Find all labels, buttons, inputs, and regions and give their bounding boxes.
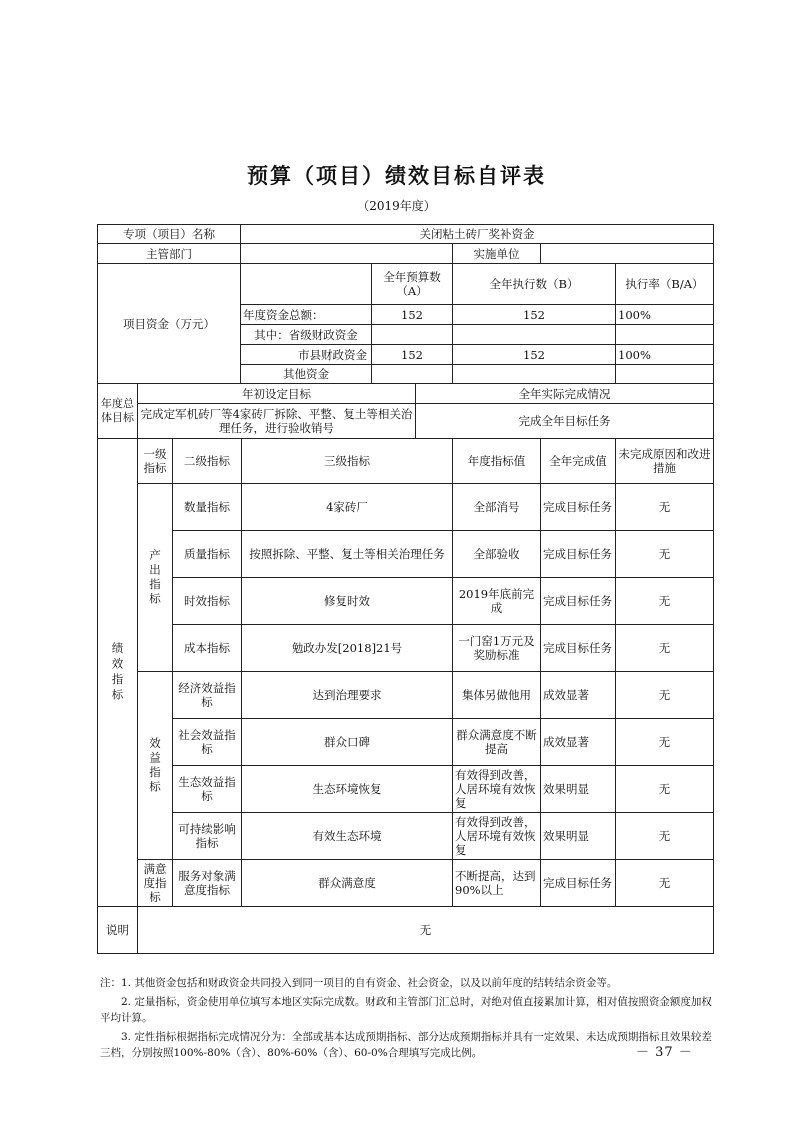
row-reason: 无 — [615, 671, 714, 719]
row-level2: 服务对象满意度指标 — [172, 859, 242, 907]
other-exec — [452, 364, 616, 384]
row-reason: 无 — [615, 718, 714, 766]
page-number: － 37 － — [636, 1045, 693, 1060]
row-done: 完成目标任务 — [540, 577, 616, 625]
row-done: 效果明显 — [540, 812, 616, 860]
dept-label: 主管部门 — [97, 243, 241, 264]
row-reason: 无 — [615, 624, 714, 672]
footnotes — [100, 975, 715, 1064]
funds-label: 项目资金（万元） — [97, 263, 241, 384]
row-done: 完成目标任务 — [540, 859, 616, 907]
city-exec: 152 — [452, 344, 616, 365]
project-name-label: 专项（项目）名称 — [97, 224, 241, 244]
annual-goal-section: 年度总体目标 — [97, 383, 138, 439]
row-done: 效果明显 — [540, 765, 616, 813]
row-level3: 按照拆除、平整、复土等相关治理任务 — [241, 530, 453, 578]
row-target: 集体另做他用 — [452, 671, 541, 719]
row-level2: 数量指标 — [172, 483, 242, 531]
remark-label: 说明 — [97, 906, 138, 954]
group-satisfaction: 满意度指标 — [137, 859, 173, 907]
footnote-1: 注：1. 其他资金包括和财政资金共同投入到同一项目的自有资金、社会资金，以及以前年度的结转结余资金等。 — [100, 977, 618, 989]
row-level2: 成本指标 — [172, 624, 242, 672]
row-reason: 无 — [615, 530, 714, 578]
col-level1: 一级指标 — [137, 438, 173, 484]
row-reason: 无 — [615, 765, 714, 813]
footnote-3: 3. 定性指标根据指标完成情况分为：全部或基本达成预期指标、部分达成预期指标并具有一定效果、未达成预期指标且效果较差三档，分别按照100%-80%（含）、80%-60%（含）、60-0%合理填写完成比例。 — [100, 1031, 712, 1059]
col-reason: 未完成原因和改进措施 — [615, 438, 714, 484]
project-name-value: 关闭粘土砖厂奖补资金 — [240, 224, 714, 244]
prov-rate — [615, 324, 714, 345]
footnote-2: 2. 定量指标，资金使用单位填写本地区实际完成数。财政和主管部门汇总时，对绝对值直接累加计算，相对值按照资金额度加权平均计算。 — [100, 996, 712, 1024]
row-target: 一门窑1万元及奖励标准 — [452, 624, 541, 672]
row-done: 完成目标任务 — [540, 483, 616, 531]
col-level3: 三级指标 — [241, 438, 453, 484]
row-level3: 群众满意度 — [241, 859, 453, 907]
total-funds-label: 年度资金总额： — [240, 304, 372, 325]
group-benefit: 效益指标 — [137, 671, 173, 860]
row-level3: 4家砖厂 — [241, 483, 453, 531]
row-reason: 无 — [615, 812, 714, 860]
prov-funds-label: 其中：省级财政资金 — [240, 324, 372, 345]
row-target: 不断提高，达到90%以上 — [452, 859, 541, 907]
row-level2: 社会效益指标 — [172, 718, 242, 766]
other-funds-label: 其他资金 — [240, 364, 372, 384]
row-done: 完成目标任务 — [540, 530, 616, 578]
row-level3: 勉政办发[2018]21号 — [241, 624, 453, 672]
goal-set-text: 完成定军机砖厂等4家砖厂拆除、平整、复土等相关治理任务，进行验收销号 — [137, 403, 416, 439]
row-done: 完成目标任务 — [540, 624, 616, 672]
row-level2: 质量指标 — [172, 530, 242, 578]
total-exec: 152 — [452, 304, 616, 325]
col-level2: 二级指标 — [172, 438, 242, 484]
row-reason: 无 — [615, 859, 714, 907]
dept-value — [240, 243, 453, 264]
impl-unit-value — [540, 243, 714, 264]
row-level2: 时效指标 — [172, 577, 242, 625]
city-funds-label: 市县财政资金 — [240, 344, 372, 365]
row-level2: 生态效益指标 — [172, 765, 242, 813]
goal-set-header: 年初设定目标 — [137, 383, 416, 404]
row-reason: 无 — [615, 577, 714, 625]
row-target: 全部验收 — [452, 530, 541, 578]
total-budget: 152 — [371, 304, 453, 325]
other-rate — [615, 364, 714, 384]
funds-blank-header — [240, 263, 372, 305]
perf-indicators-section: 绩效指标 — [97, 438, 138, 907]
group-output: 产出指标 — [137, 483, 173, 672]
col-target: 年度指标值 — [452, 438, 541, 484]
row-reason: 无 — [615, 483, 714, 531]
col-done: 全年完成值 — [540, 438, 616, 484]
goal-actual-text: 完成全年目标任务 — [415, 403, 714, 439]
row-target: 有效得到改善，人居环境有效恢复 — [452, 765, 541, 813]
row-level2: 可持续影响指标 — [172, 812, 242, 860]
goal-actual-header: 全年实际完成情况 — [415, 383, 714, 404]
city-rate: 100% — [615, 344, 714, 365]
prov-exec — [452, 324, 616, 345]
rate-header: 执行率（B/A） — [615, 263, 714, 305]
row-target: 群众满意度不断提高 — [452, 718, 541, 766]
budget-header: 全年预算数（A） — [371, 263, 453, 305]
report-year: （2019年度） — [357, 199, 436, 213]
row-target: 全部消号 — [452, 483, 541, 531]
row-target: 有效得到改善，人居环境有效恢复 — [452, 812, 541, 860]
remark-value: 无 — [137, 906, 714, 954]
city-budget: 152 — [371, 344, 453, 365]
row-done: 成效显著 — [540, 718, 616, 766]
row-level3: 修复时效 — [241, 577, 453, 625]
row-level3: 群众口碑 — [241, 718, 453, 766]
row-level3: 生态环境恢复 — [241, 765, 453, 813]
row-target: 2019年底前完成 — [452, 577, 541, 625]
other-budget — [371, 364, 453, 384]
prov-budget — [371, 324, 453, 345]
row-done: 成效显著 — [540, 671, 616, 719]
row-level3: 达到治理要求 — [241, 671, 453, 719]
exec-header: 全年执行数（B） — [452, 263, 616, 305]
row-level2: 经济效益指标 — [172, 671, 242, 719]
impl-unit-label: 实施单位 — [452, 243, 541, 264]
row-level3: 有效生态环境 — [241, 812, 453, 860]
total-rate: 100% — [615, 304, 714, 325]
page-title: 预算（项目）绩效目标自评表 — [247, 163, 546, 188]
